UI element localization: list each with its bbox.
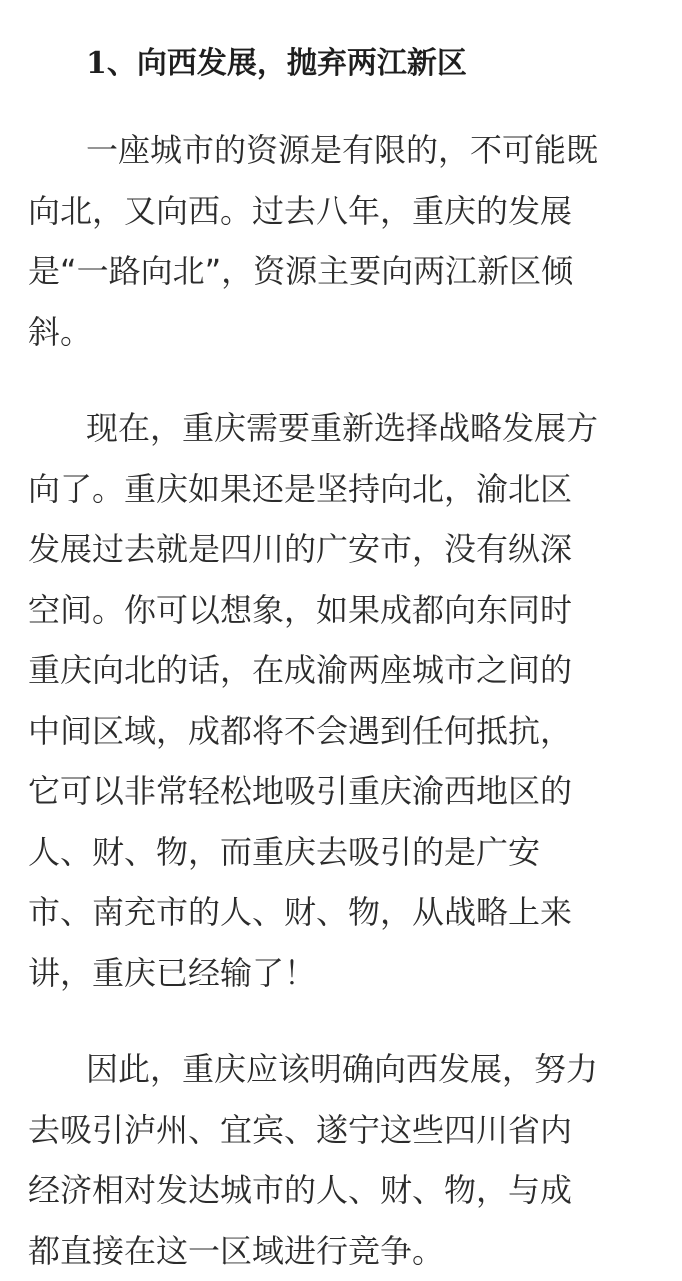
paragraph-line: 因此，重庆应该明确向西发展，努力 [28,1039,654,1100]
paragraph-line: 现在，重庆需要重新选择战略发展方 [28,398,654,459]
paragraph-3 [28,1039,654,1281]
paragraph-line: 斜。 [28,302,654,363]
section-heading: 1、向西发展，抛弃两江新区 [28,36,654,92]
paragraph-line: 都直接在这一区域进行竞争。 [28,1221,654,1281]
paragraph-line: 是“一路向北”，资源主要向两江新区倾 [28,241,654,302]
paragraph-line: 向了。重庆如果还是坚持向北，渝北区 [28,459,654,520]
paragraph-line: 向北，又向西。过去八年，重庆的发展 [28,181,654,242]
paragraph-line: 人、财、物，而重庆去吸引的是广安 [28,822,654,883]
paragraph-line: 一座城市的资源是有限的，不可能既 [28,120,654,181]
paragraph-line: 空间。你可以想象，如果成都向东同时 [28,580,654,641]
paragraph-line: 中间区域，成都将不会遇到任何抵抗， [28,701,654,762]
paragraph-line: 发展过去就是四川的广安市，没有纵深 [28,519,654,580]
paragraph-line: 市、南充市的人、财、物，从战略上来 [28,882,654,943]
paragraph-gap [28,362,654,398]
article [28,36,654,1281]
paragraph-line: 它可以非常轻松地吸引重庆渝西地区的 [28,761,654,822]
paragraph-gap [28,1003,654,1039]
paragraph-line: 重庆向北的话，在成渝两座城市之间的 [28,640,654,701]
paragraph-line: 讲，重庆已经输了！ [28,943,654,1004]
paragraph-line: 去吸引泸州、宜宾、遂宁这些四川省内 [28,1100,654,1161]
paragraph-1 [28,120,654,362]
paragraph-line: 经济相对发达城市的人、财、物，与成 [28,1160,654,1221]
paragraph-2 [28,398,654,1003]
